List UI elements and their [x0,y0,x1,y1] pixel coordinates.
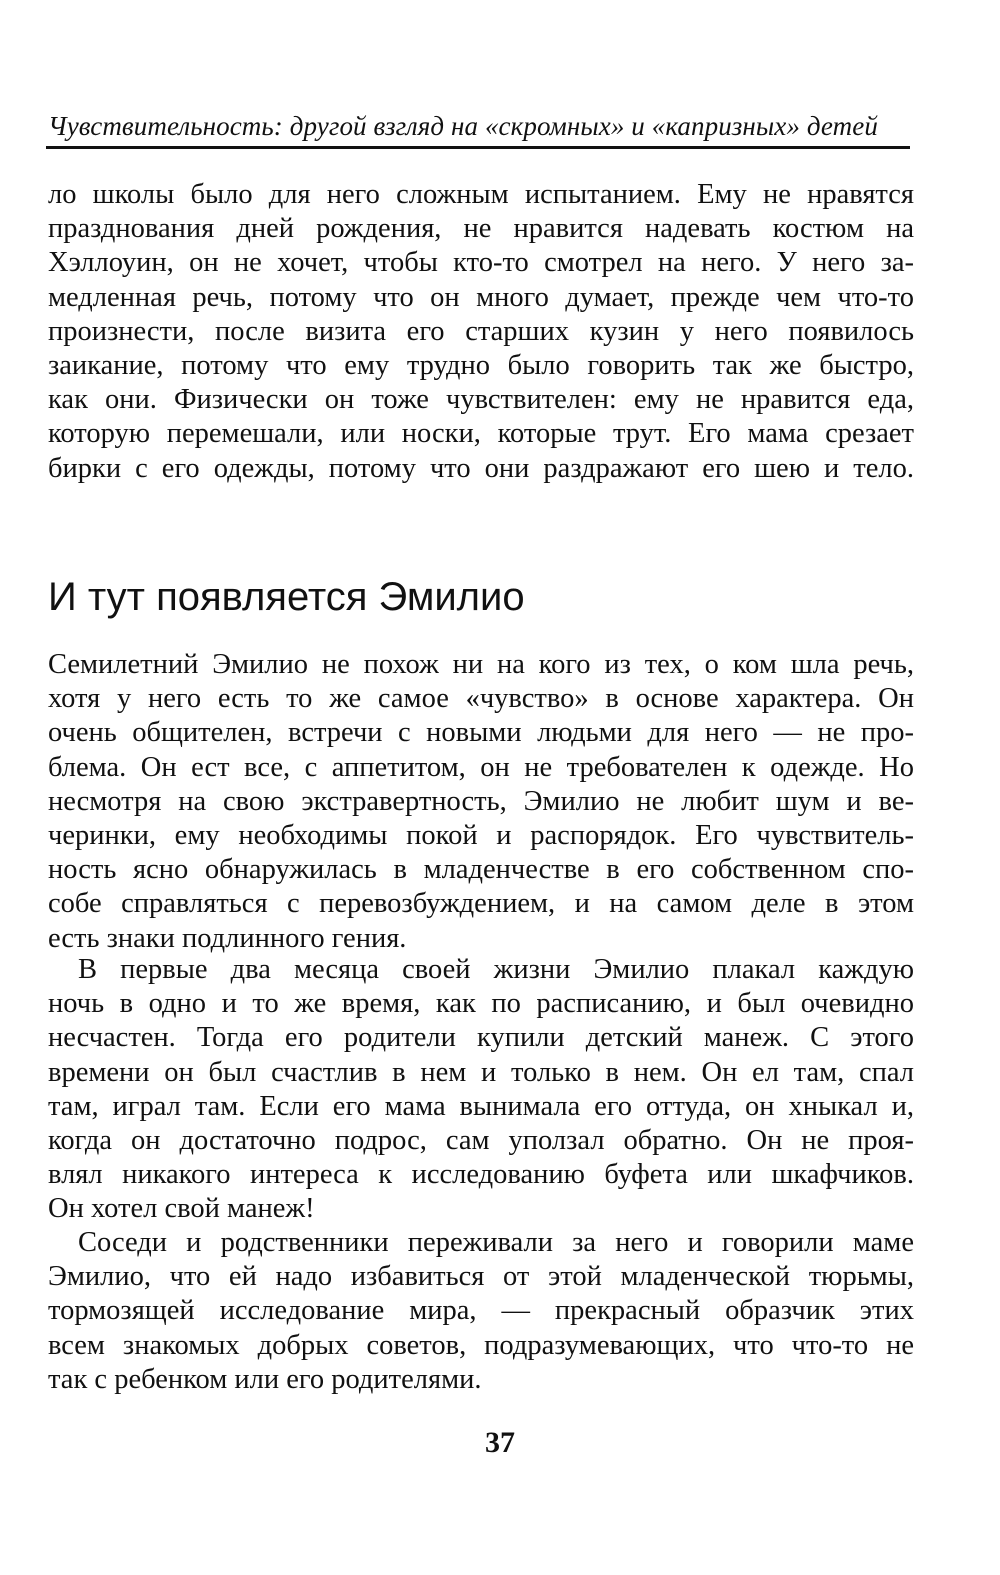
paragraph-continued [48,178,914,486]
text-line: произнести, после визита его старших кузин у него появилось [48,315,914,347]
paragraph-1 [48,648,914,956]
text-line: медленная речь, потому что он много думает, прежде чем что-то [48,281,914,313]
text-line: которую перемешали, или носки, которые трут. Его мама срезает [48,418,914,450]
text-line: празднования дней рождения, не нравится надевать костюм на [48,213,914,245]
text-line: ло школы было для него сложным испытанием. Ему не нравятся [48,179,914,210]
text-line: несмотря на свою экстравертность, Эмилио не любит шум и ве- [48,785,914,817]
text-line: ность ясно обнаружилась в младенчестве в его собственном спо- [48,854,914,886]
page-number: 37 [485,1426,515,1459]
text-line: бирки с его одежды, потому что они раздражают его шею и тело. [48,452,914,484]
text-line: там, играл там. Если его мама вынимала его оттуда, он хныкал и, [48,1090,914,1122]
text-line: Семилетний Эмилио не похож ни на кого из тех, о ком шла речь, [48,649,914,680]
text-line: Хэллоуин, он не хочет, чтобы кто-то смотрел на него. У него за- [48,247,914,279]
text-line: блема. Он ест все, с аппетитом, он не требователен к одежде. Но [48,751,914,783]
text-line: есть знаки подлинного гения. [48,922,407,954]
text-line: В первые два месяца своей жизни Эмилио плакал каждую [78,954,914,985]
text-line: Он хотел свой манеж! [48,1193,315,1225]
text-line: всем знакомых добрых советов, подразумевающих, что что-то не [48,1329,914,1361]
text-line: собе справляться с перевозбуждением, и на самом деле в этом [48,888,914,920]
text-line: заикание, потому что ему трудно было говорить так же быстро, [48,349,914,381]
running-head: Чувствительность: другой взгляд на «скромных» и «капризных» детей [48,111,878,141]
text-line: времени он был счастлив в нем и только в нем. Он ел там, спал [48,1056,914,1088]
text-line: тормозящей исследование мира, — прекрасный образчик этих [48,1295,914,1327]
text-line: влял никакого интереса к исследованию буфета или шкафчиков. [48,1159,914,1191]
text-line: черинки, ему необходимы покой и распорядок. Его чувствитель- [48,819,914,851]
text-line: Соседи и родственники переживали за него и говорили маме [78,1227,914,1258]
paragraph-2 [48,953,914,1227]
paragraph-3 [48,1226,914,1397]
text-line: несчастен. Тогда его родители купили детский манеж. С этого [48,1022,914,1054]
text-line: так с ребенком или его родителями. [48,1363,482,1395]
text-line: Эмилио, что ей надо избавиться от этой младенческой тюрьмы, [48,1261,914,1293]
section-title: И тут появляется Эмилио [48,575,525,619]
text-line: как они. Физически он тоже чувствителен: ему не нравится еда, [48,384,914,416]
text-line: когда он достаточно подрос, сам уползал обратно. Он не проя- [48,1124,914,1156]
text-line: ночь в одно и то же время, как по расписанию, и был очевидно [48,988,914,1020]
text-line: очень общителен, встречи с новыми людьми для него — не про- [48,717,914,749]
text-line: хотя у него есть то же самое «чувство» в основе характера. Он [48,683,914,715]
header-rule [46,146,910,149]
